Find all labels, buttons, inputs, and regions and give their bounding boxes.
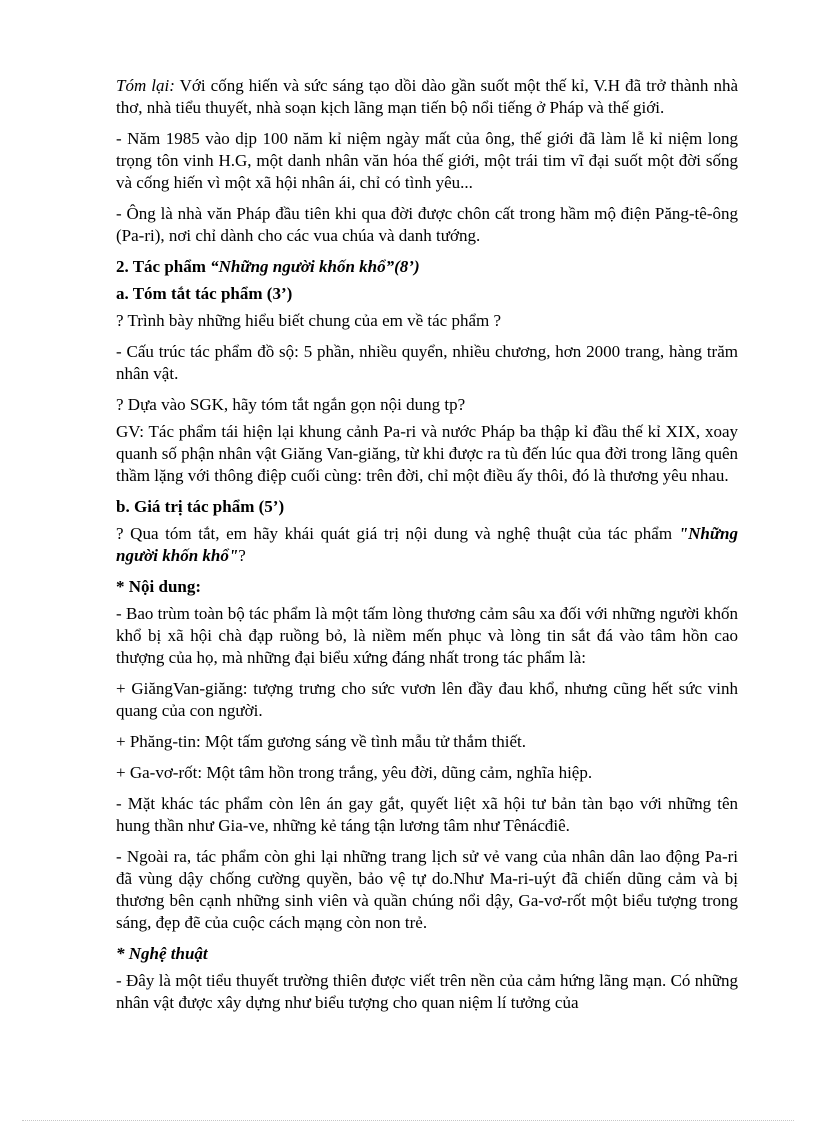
fantine-item: + Phăng-tin: Một tấm gương sáng về tình mẫu tử thắm thiết. (116, 732, 527, 751)
history-paragraph: - Ngoài ra, tác phẩm còn ghi lại những trang lịch sử vẻ vang của nhân dân lao động Pa-ri đã vùng dậy chống cường quyền, bảo vệ tự do.Như Ma-ri-uýt đã chiến dũng cảm và bị thương bên cạnh những sinh viên và quần chúng nổi dậy, Ga-vơ-rốt một biểu tượng trong sáng, đẹp đẽ của cuộc cách mạng còn non trẻ. (116, 847, 738, 932)
question-values-end: ? (238, 546, 246, 565)
question-values-work-title: "Những người khốn khổ" (116, 524, 738, 565)
question-values (116, 523, 738, 567)
summary-paragraph (116, 75, 738, 119)
section-2-work-title: “Những người khốn khổ” (210, 257, 395, 276)
teacher-summary-paragraph: GV: Tác phẩm tái hiện lại khung cảnh Pa-ri và nước Pháp ba thập kỉ đầu thế kỉ XIX, xoay quanh số phận nhân vật Giăng Van-giăng, từ khi được ra tù đến lúc qua đời trong lãng quên thầm lặng với thông điệp cuối cùng: trên đời, chỉ một điều ấy thôi, đó là thương yêu nhau. (116, 422, 738, 485)
summary-text: Với cống hiến và sức sáng tạo dồi dào gần suốt một thế kỉ, V.H đã trở thành nhà thơ, nhà tiểu thuyết, nhà soạn kịch lãng mạn tiến bộ nổi tiếng ở Pháp và thế giới. (116, 76, 738, 117)
summary-lead: Tóm lại: (116, 76, 175, 95)
question-summary: ? Dựa vào SGK, hãy tóm tắt ngắn gọn nội dung tp? (116, 395, 466, 414)
section-b-title: . Giá trị tác phẩm (5’) (125, 497, 285, 516)
novel-paragraph: - Đây là một tiểu thuyết trường thiên được viết trên nền của cảm hứng lãng mạn. Có những nhân vật được xây dựng như biểu tượng cho quan niệm lí tưởng của (116, 971, 738, 1012)
section-b-heading (116, 496, 738, 518)
jean-valjean-item: + GiăngVan-giăng: tượng trưng cho sức vươn lên đầy đau khổ, nhưng cũng hết sức vinh quang của con người. (116, 679, 738, 720)
gavroche-item: + Ga-vơ-rốt: Một tâm hồn trong trắng, yêu đời, dũng cảm, nghĩa hiệp. (116, 763, 593, 782)
pantheon-paragraph: - Ông là nhà văn Pháp đầu tiên khi qua đời được chôn cất trong hầm mộ điện Păng-tê-ông (Pa-ri), nơi chỉ dành cho các vua chúa và danh tướng. (116, 204, 738, 245)
section-2-time: (8’) (394, 257, 420, 276)
footer-dotted-line (22, 1120, 794, 1121)
compassion-paragraph: - Bao trùm toàn bộ tác phẩm là một tấm lòng thương cảm sâu xa đối với những người khốn khổ bị xã hội chà đạp ruồng bỏ, là niềm mến phục và lòng tin sắt đá vào tâm hồn cao thượng của họ, mà những đại biểu xứng đáng nhất trong tác phẩm là: (116, 604, 738, 667)
art-heading: * Nghệ thuật (116, 944, 208, 963)
anniversary-paragraph: - Năm 1985 vào dịp 100 năm kỉ niệm ngày mất của ông, thế giới đã làm lễ kỉ niệm long trọng tôn vinh H.G, một danh nhân văn hóa thế giới, một trái tim vĩ đại suốt một đời sống và cống hiến vì một xã hội nhân ái, chỉ có tình yêu... (116, 129, 738, 192)
section-b-letter: b (116, 497, 126, 516)
question-values-text: ? Qua tóm tắt, em hãy khái quát giá trị nội dung và nghệ thuật của tác phẩm (116, 524, 679, 543)
section-a-heading: a. Tóm tắt tác phẩm (3’) (116, 284, 293, 303)
section-2-heading (116, 256, 738, 278)
structure-paragraph: - Cấu trúc tác phẩm đồ sộ: 5 phần, nhiều quyển, nhiều chương, hơn 2000 trang, hàng trăm nhân vật. (116, 342, 738, 383)
section-2-prefix: 2. Tác phẩm (116, 257, 211, 276)
document-body (116, 75, 738, 1023)
question-general-knowledge: ? Trình bày những hiểu biết chung của em về tác phẩm ? (116, 311, 502, 330)
condemnation-paragraph: - Mặt khác tác phẩm còn lên án gay gắt, quyết liệt xã hội tư bản tàn bạo với những tên hung thần như Gia-ve, những kẻ táng tận lương tâm như Tênácđiê. (116, 794, 738, 835)
content-heading: * Nội dung: (116, 577, 202, 596)
